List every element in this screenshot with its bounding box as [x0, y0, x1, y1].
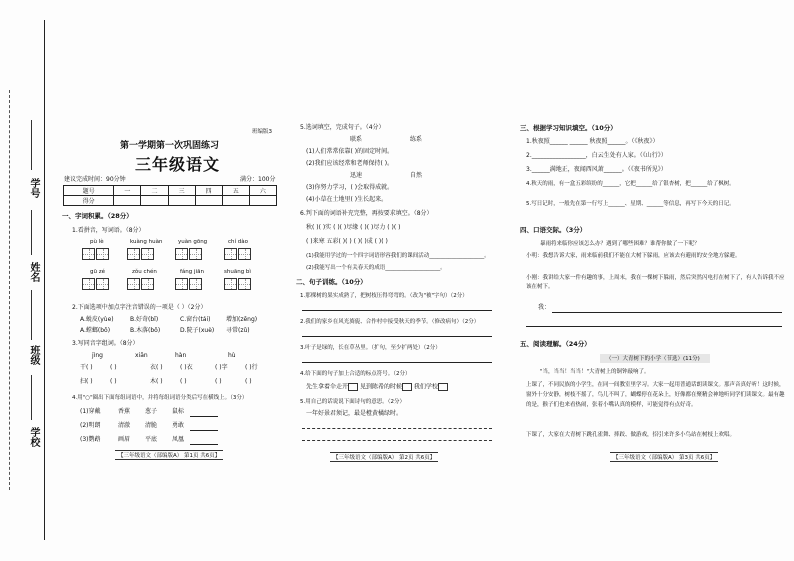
section-4-heading: 四、口语交际。（3分） — [520, 226, 587, 234]
answer-line[interactable] — [302, 362, 492, 363]
fill-blank[interactable]: 干( ) — [80, 364, 93, 371]
pinyin-label: fáng jiān — [180, 269, 204, 275]
class-write-line[interactable] — [31, 290, 32, 340]
punct-box[interactable] — [438, 383, 448, 391]
tianzi-cell[interactable] — [224, 248, 237, 260]
id-write-line[interactable] — [31, 120, 32, 170]
answer-line[interactable] — [552, 312, 782, 313]
sentence[interactable]: (3)你努力学习，( )会取得成就。 — [306, 184, 394, 191]
score-cell[interactable] — [222, 196, 249, 206]
fill-blank[interactable]: ( ) — [110, 378, 117, 385]
fill-line[interactable]: 2.__________________，白云生处有人家。（《山行》） — [526, 152, 667, 159]
word-choice: 迅速 — [350, 172, 363, 179]
score-cell[interactable] — [195, 196, 222, 206]
fill-blank[interactable]: 木( ) — [150, 378, 163, 385]
answer-line[interactable] — [190, 416, 218, 417]
sentence[interactable]: (4)小草在土地里( )生长起来。 — [306, 196, 388, 203]
school-label: 学校 — [28, 427, 39, 447]
exam-title: 第一学期第一次巩固练习 — [120, 141, 220, 151]
tianzi-cell[interactable] — [175, 248, 188, 260]
reading-quote: "当，当当！当当！"大青树上的铜钟敲响了。 — [540, 369, 650, 375]
sentence-fragment: 我们学校 — [413, 383, 438, 391]
page-footer: 【三年级语文（部编版A） 第1页 共6页】 — [115, 450, 223, 460]
fill-line[interactable]: 1.秋夜照______ ______ 秋夜照______。（《秋夜》） — [526, 138, 659, 145]
school-write-line[interactable] — [31, 375, 32, 420]
word[interactable]: 勇敢 — [172, 422, 185, 429]
pinyin-label: hù — [228, 352, 236, 359]
tianzi-cell[interactable] — [96, 278, 109, 290]
sentence[interactable]: (1)人们常常依靠( )的固定时间。 — [306, 148, 394, 155]
tianzi-cell[interactable] — [96, 248, 109, 260]
word[interactable]: 清澈 — [118, 422, 131, 429]
word[interactable]: 平底 — [145, 436, 158, 443]
fill-blank[interactable]: ( )衣 — [180, 364, 193, 371]
dialogue-xiaogang: 小刚：我讲给大家一件有趣的事，上周末，我在一棵树下躲雨，然后突然闪电打在树下了，有人告诉我不应该在树下。 — [526, 275, 785, 290]
sentence-fragment: 先生拿着伞走开 — [306, 383, 349, 391]
word[interactable]: 凤凰 — [172, 436, 185, 443]
fill-blank[interactable]: ( ) — [180, 378, 187, 385]
binding-edge-line — [44, 20, 45, 540]
fill-blank[interactable]: ( )行 — [245, 364, 258, 371]
score-cell[interactable] — [168, 196, 195, 206]
table-header: 四 — [195, 186, 222, 196]
fill-blank[interactable]: 扫( ) — [80, 378, 93, 385]
table-header: 五 — [222, 186, 249, 196]
fill-blank[interactable]: 衣( ) — [150, 364, 163, 371]
answer-line[interactable] — [302, 310, 492, 311]
question-5: 5.选词填空，完成句子。（4分） — [300, 124, 385, 131]
table-header: 一 — [114, 186, 141, 196]
tianzi-cell[interactable] — [238, 278, 251, 290]
option[interactable]: 增加(zēng) — [226, 316, 258, 323]
answer-line[interactable] — [526, 326, 782, 327]
section-5-heading: 五、阅读理解。（24分） — [520, 340, 591, 348]
reading-paragraph: 下课了，大家在大青树下跳孔雀舞、摔跤、做游戏，招引来许多小鸟站在树枝上欢唱。 — [526, 432, 736, 438]
tianzi-cell[interactable] — [175, 278, 188, 290]
question-6: 6.判下面的词语补充完整，再按要求填空。（8分） — [300, 210, 433, 217]
pinyin-label: yuàn gōng — [178, 239, 208, 245]
reading-paragraph: 上课了，不同民族的小学生，在同一间教室里学习。大家一起用普通话朗读课文。那声音真好听！这时候，窗外十分安静，树枝不摇了，鸟儿不叫了，蝴蝶停在花朵上，好像都在聚精会神地听同学们读课文。最有趣的是，猴子们也来看热闹，张着小嘴认真的模样，可能觉得有点好奇。 — [526, 382, 785, 408]
page-footer: 【三年级语文（部编版A） 第3页 共6页】 — [610, 452, 718, 462]
name-write-line[interactable] — [31, 210, 32, 255]
fill-blank[interactable]: ( ) — [215, 378, 222, 385]
option[interactable]: A.蜕皮(yùe) — [80, 316, 114, 323]
word[interactable]: (3)鹦鹉 — [80, 436, 101, 443]
option[interactable]: 寻常(zǔ) — [226, 327, 250, 334]
table-header: 六 — [249, 186, 276, 196]
pinyin-label: xiān — [135, 352, 148, 359]
punctuation-line — [306, 383, 448, 392]
table-header: 三 — [168, 186, 195, 196]
class-label: 班级 — [28, 345, 39, 365]
tianzi-cell[interactable] — [141, 248, 154, 260]
word[interactable]: (2)明朗 — [80, 422, 101, 429]
score-cell[interactable] — [141, 196, 168, 206]
question: 5.用自己的话说说下面诗句的意思。（2分） — [300, 399, 405, 405]
pinyin-label: shuāng bì — [224, 269, 251, 275]
word[interactable]: 鼠标 — [172, 408, 185, 415]
word-choice: 联系 — [350, 136, 363, 143]
fill-line[interactable]: 4.秋天的雨，有一盒五彩缤纷的______，它把______给了银杏树，把______给了枫树。 — [526, 181, 735, 187]
pinyin-label: pù lè — [90, 239, 104, 245]
sentence[interactable]: (2)我们应该经常和老师保持( )。 — [306, 160, 394, 167]
fill-line[interactable]: 5.写日记时，一般先在第一行写上______、星期、______等信息，再写下今天的日记。 — [526, 201, 735, 207]
oral-prompt: 暴雨将来临你应该怎么办？遇到了哪些困难？谁帮你做了一下呢？ — [540, 241, 700, 247]
fill-blank[interactable]: ( )字 — [215, 364, 228, 371]
word-choice: 练系 — [410, 136, 423, 143]
punct-box[interactable] — [348, 383, 358, 391]
question-3: 3.写同音字组词。（8分） — [72, 340, 139, 347]
sentence[interactable]: (1)我能用学过的一个四字词语形容我们的课间活动____________________。 — [306, 253, 490, 259]
word[interactable]: (1)穿戴 — [80, 408, 101, 415]
option[interactable]: A.螳螂(bō) — [80, 327, 111, 334]
answer-line[interactable] — [302, 336, 492, 337]
option[interactable]: C.窗台(tái) — [180, 316, 211, 323]
pinyin-label: chí dào — [228, 239, 249, 245]
tianzi-cell[interactable] — [127, 248, 140, 260]
sentence[interactable]: (2)我能写出一个有关春天的成语____________________。 — [306, 265, 446, 271]
word-choice: 自然 — [410, 172, 423, 179]
student-id-label: 学号 — [28, 178, 39, 198]
question: 2.我们的家乡在风光旖旎、合作村中接受秋天的季节。（修改病句）（2分） — [300, 319, 480, 325]
binding-strip — [0, 0, 56, 561]
score-cell[interactable] — [114, 196, 141, 206]
question-4: 4.用"○"圈出下面每组词语中，并将每组词语分类后写在横线上。（3分） — [72, 395, 248, 401]
question-2: 2.下面选项中加点字注音错误的一项是（ ）（2分） — [72, 304, 207, 311]
binding-fold-line — [9, 90, 10, 490]
section-1-heading: 一、字词积累。（28分） — [62, 212, 133, 220]
tianzi-cell[interactable] — [141, 278, 154, 290]
table-header: 二 — [141, 186, 168, 196]
word[interactable]: 画眉 — [118, 436, 131, 443]
question-1: 1.看拼音，写词语。（8分） — [72, 227, 145, 234]
pinyin-label: hàn — [175, 352, 187, 359]
option[interactable]: D.院子(xuè) — [180, 327, 215, 334]
student-name-label: 姓名 — [28, 262, 39, 282]
option[interactable]: B.木落(bō) — [130, 327, 161, 334]
tianzi-cell[interactable] — [127, 278, 140, 290]
reading-title: （一）大青树下的小学（节选）(11分) — [606, 356, 700, 362]
answer-line[interactable] — [190, 430, 218, 431]
score-note: 满分：100分 — [240, 176, 276, 183]
score-table — [63, 185, 277, 206]
fill-blank[interactable]: ( ) — [245, 378, 252, 385]
pinyin-label: gū zé — [90, 269, 105, 275]
tianzi-cell[interactable] — [82, 278, 95, 290]
answer-line[interactable] — [190, 444, 218, 445]
tianzi-cell[interactable] — [224, 278, 237, 290]
word[interactable]: 清脆 — [145, 422, 158, 429]
section-3-heading: 三、根据学习知识填空。（10分） — [520, 124, 617, 132]
idiom-row[interactable]: ( )来寒 五彩( )( ) ( )( )成 ( )( ) — [306, 238, 388, 245]
tianzi-cell[interactable] — [189, 248, 202, 260]
word[interactable]: 香蕉 — [118, 408, 131, 415]
poem-line: 一年好景君须记，最是橙黄橘绿时。 — [306, 410, 403, 417]
score-cell[interactable] — [249, 196, 276, 206]
pinyin-label: jìng — [92, 352, 103, 359]
pinyin-label: zǒu chén — [132, 269, 157, 275]
my-answer-label: 我： — [538, 304, 551, 311]
dialogue-xiaoming: 小明：我想告诉大家，雨来临前我们不能在大树下躲雨，应该去有避雨的安全地方躲避。 — [526, 253, 741, 259]
question: 1.那棵树的果实成熟了，把树枝压得弯弯的。（改为"被"字句）（2分） — [300, 293, 468, 299]
answer-line[interactable] — [302, 440, 492, 441]
table-header: 题号 — [64, 186, 114, 196]
idiom-row[interactable]: 秋( )( )实 ( )( )尽缘 ( )( )尽力 ( )( ) — [306, 224, 401, 231]
punct-box[interactable] — [402, 383, 412, 391]
word[interactable]: 葱子 — [145, 408, 158, 415]
corner-label: 班编版3 — [252, 129, 272, 135]
fill-line[interactable]: 3.______满地正，夜闻西风萧______。（《夜书所见》） — [526, 166, 667, 173]
time-note: 建议完成时间：90分钟 — [64, 176, 126, 183]
tianzi-cell[interactable] — [238, 248, 251, 260]
pinyin-label: kuàng huàn — [130, 239, 163, 245]
fill-blank[interactable]: ( ) — [110, 364, 117, 371]
sentence-fragment: 见到陈希的时候 — [359, 383, 402, 391]
table-row-label: 得分 — [64, 196, 114, 206]
question: 3.叶子是绿的，长在草丛里。（扩句，至少扩两处）（2分） — [300, 345, 441, 351]
tianzi-cell[interactable] — [189, 278, 202, 290]
option[interactable]: B.好奇(bǐ) — [130, 316, 159, 323]
subject-title: 三年级语文 — [135, 155, 221, 174]
question: 4.给下面的句子加上合适的标点符号。（2分） — [300, 371, 411, 377]
tianzi-cell[interactable] — [82, 248, 95, 260]
page-footer: 【三年级语文（部编版A） 第2页 共6页】 — [330, 452, 438, 462]
answer-line[interactable] — [302, 428, 492, 429]
section-2-heading: 二、句子训练。（10分） — [296, 278, 367, 286]
